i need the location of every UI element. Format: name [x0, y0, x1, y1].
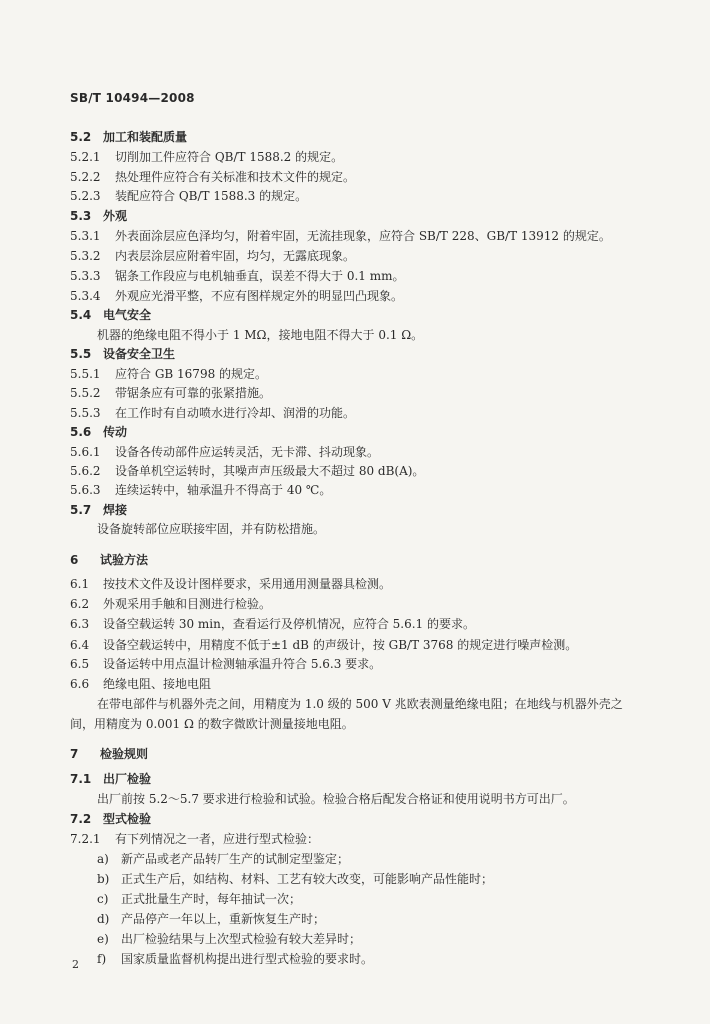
- clause-text: 正式生产后，如结构、材料、工艺有较大改变，可能影响产品性能时；: [121, 872, 494, 886]
- clause-text: 装配应符合 QB/T 1588.3 的规定。: [115, 189, 308, 203]
- text-line: [70, 385, 660, 401]
- clause-text: 按技术文件及设计图样要求，采用通用测量器具检测。: [103, 577, 392, 591]
- clause-text: 产品停产一年以上，重新恢复生产时；: [121, 912, 326, 926]
- clause-number: 5.3: [70, 209, 92, 223]
- clause-text: 设备旋转部位应联接牢固，并有防松措施。: [97, 522, 326, 536]
- section-heading: [70, 552, 660, 568]
- clause-number: 5.6: [70, 425, 92, 439]
- text-line: [97, 696, 660, 712]
- clause-text: 设备各传动部件应运转灵活，无卡滞、抖动现象。: [115, 445, 380, 459]
- clause-number: 6.5: [70, 657, 90, 671]
- section-heading: [70, 129, 660, 145]
- clause-number: b): [97, 872, 110, 886]
- clause-number: 5.6.2: [70, 464, 101, 478]
- text-line: [97, 931, 660, 947]
- clause-number: 5.3.2: [70, 249, 101, 263]
- clause-text: 焊接: [103, 503, 128, 517]
- text-line: [70, 444, 660, 460]
- clause-text: 设备空载运转中，用精度不低于±1 dB 的声级计，按 GB/T 3768 的规定进行噪声检测。: [103, 638, 578, 652]
- clause-text: 在工作时有自动喷水进行冷却、润滑的功能。: [115, 406, 356, 420]
- clause-text: 检验规则: [100, 747, 149, 761]
- text-line: [97, 891, 660, 907]
- clause-text: 在带电部件与机器外壳之间，用精度为 1.0 级的 500 V 兆欧表测量绝缘电阻；在地线与机器外壳之: [97, 697, 623, 711]
- clause-text: 外观: [103, 209, 128, 223]
- clause-number: 5.2.2: [70, 170, 101, 184]
- section-heading: [70, 502, 660, 518]
- clause-text: 正式批量生产时，每年抽试一次；: [121, 892, 302, 906]
- clause-text: 内表层涂层应附着牢固，均匀，无露底现象。: [115, 249, 356, 263]
- clause-text: 设备空载运转 30 min，查看运行及停机情况，应符合 5.6.1 的要求。: [103, 617, 476, 631]
- clause-number: 5.5.1: [70, 367, 101, 381]
- clause-number: a): [97, 852, 109, 866]
- clause-number: 5.6.3: [70, 483, 101, 497]
- clause-text: 外观采用手触和目测进行检验。: [103, 597, 272, 611]
- clause-text: 国家质量监督机构提出进行型式检验的要求时。: [121, 952, 374, 966]
- clause-number: 5.4: [70, 308, 92, 322]
- text-line: [97, 521, 660, 537]
- text-line: [70, 149, 660, 165]
- clause-text: 设备运转中用点温计检测轴承温升符合 5.6.3 要求。: [103, 657, 382, 671]
- clause-number: 6.1: [70, 577, 90, 591]
- clause-text: 试验方法: [100, 553, 149, 567]
- text-line: [70, 596, 660, 612]
- text-line: [70, 288, 660, 304]
- clause-number: 7.2: [70, 812, 92, 826]
- text-line: [70, 463, 660, 479]
- clause-number: e): [97, 932, 109, 946]
- text-line: [70, 656, 660, 672]
- clause-number: 5.6.1: [70, 445, 101, 459]
- clause-number: 7.2.1: [70, 832, 101, 846]
- clause-text: 机器的绝缘电阻不得小于 1 MΩ，接地电阻不得大于 0.1 Ω。: [97, 328, 424, 342]
- clause-text: 切削加工件应符合 QB/T 1588.2 的规定。: [115, 150, 344, 164]
- clause-text: 应符合 GB 16798 的规定。: [115, 367, 268, 381]
- clause-text: 热处理件应符合有关标准和技术文件的规定。: [115, 170, 356, 184]
- clause-number: 5.2: [70, 130, 92, 144]
- clause-number: 6.4: [70, 638, 90, 652]
- clause-number: c): [97, 892, 109, 906]
- text-line: [70, 716, 660, 732]
- clause-text: 外观应光滑平整，不应有图样规定外的明显凹凸现象。: [115, 289, 404, 303]
- text-line: [70, 188, 660, 204]
- clause-text: 电气安全: [103, 308, 152, 322]
- clause-number: 5.5: [70, 347, 92, 361]
- clause-text: 加工和装配质量: [103, 130, 188, 144]
- clause-text: 出厂前按 5.2～5.7 要求进行检验和试验。检验合格后配发合格证和使用说明书方可出厂。: [97, 792, 575, 806]
- clause-text: 传动: [103, 425, 128, 439]
- text-line: [70, 366, 660, 382]
- text-line: [70, 268, 660, 284]
- clause-text: 型式检验: [103, 812, 152, 826]
- clause-text: 带锯条应有可靠的张紧措施。: [115, 386, 272, 400]
- text-line: [70, 576, 660, 592]
- clause-text: 间，用精度为 0.001 Ω 的数字微欧计测量接地电阻。: [70, 717, 354, 731]
- clause-number: 5.2.3: [70, 189, 101, 203]
- clause-number: d): [97, 912, 110, 926]
- text-line: [97, 791, 660, 807]
- text-line: [70, 169, 660, 185]
- section-heading: [70, 746, 660, 762]
- text-line: [97, 871, 660, 887]
- clause-number: 5.5.2: [70, 386, 101, 400]
- text-line: [70, 637, 660, 653]
- text-line: [70, 405, 660, 421]
- clause-number: 6.3: [70, 617, 90, 631]
- clause-number: 5.3.4: [70, 289, 101, 303]
- page-number: 2: [72, 958, 79, 971]
- text-line: [70, 228, 660, 244]
- section-heading: [70, 307, 660, 323]
- text-line: [70, 831, 660, 847]
- clause-number: 7: [70, 747, 79, 761]
- clause-text: 连续运转中，轴承温升不得高于 40 ℃。: [115, 483, 332, 497]
- clause-text: 设备安全卫生: [103, 347, 176, 361]
- section-heading: [70, 346, 660, 362]
- clause-text: 外表面涂层应色泽均匀，附着牢固，无流挂现象，应符合 SB/T 228、GB/T 13912 的规定。: [115, 229, 611, 243]
- section-heading: [70, 771, 660, 787]
- text-line: [70, 248, 660, 264]
- text-line: [97, 327, 660, 343]
- text-line: [70, 482, 660, 498]
- section-heading: [70, 208, 660, 224]
- text-line: [97, 911, 660, 927]
- text-line: [70, 616, 660, 632]
- text-line: [97, 851, 660, 867]
- text-line: [70, 676, 660, 692]
- clause-text: 有下列情况之一者，应进行型式检验：: [115, 832, 320, 846]
- clause-number: 6: [70, 553, 79, 567]
- clause-text: 锯条工作段应与电机轴垂直，误差不得大于 0.1 mm。: [115, 269, 405, 283]
- clause-text: 出厂检验: [103, 772, 152, 786]
- clause-text: 绝缘电阻、接地电阻: [103, 677, 212, 691]
- clause-number: 6.6: [70, 677, 90, 691]
- clause-text: 设备单机空运转时，其噪声声压级最大不超过 80 dB(A)。: [115, 464, 425, 478]
- clause-number: 6.2: [70, 597, 90, 611]
- clause-number: 7.1: [70, 772, 92, 786]
- text-line: [97, 951, 660, 967]
- clause-text: 出厂检验结果与上次型式检验有较大差异时；: [121, 932, 362, 946]
- clause-number: 5.5.3: [70, 406, 101, 420]
- section-heading: [70, 811, 660, 827]
- clause-number: 5.2.1: [70, 150, 101, 164]
- clause-number: 5.3.1: [70, 229, 101, 243]
- clause-number: f): [97, 952, 107, 966]
- clause-number: 5.3.3: [70, 269, 101, 283]
- clause-number: 5.7: [70, 503, 92, 517]
- section-heading: [70, 424, 660, 440]
- clause-text: 新产品或老产品转厂生产的试制定型鉴定；: [121, 852, 350, 866]
- standard-code-header: SB/T 10494—2008: [70, 91, 195, 105]
